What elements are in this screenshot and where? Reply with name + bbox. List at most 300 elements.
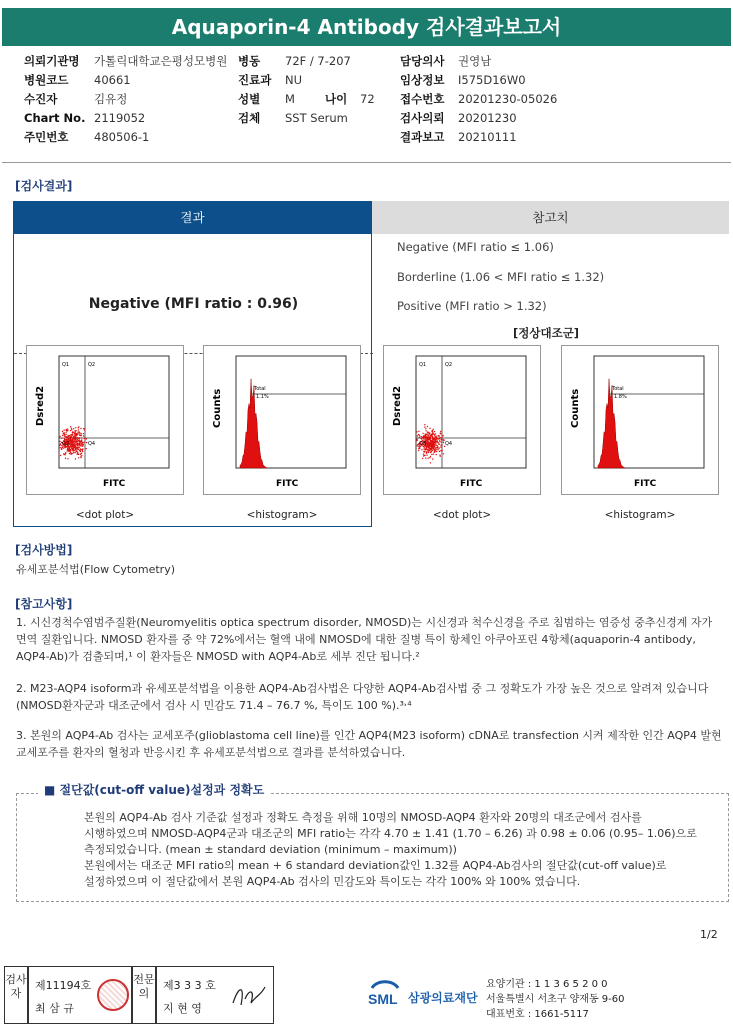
dot-point	[430, 462, 431, 463]
dot-point	[432, 438, 433, 439]
dot-point	[424, 451, 425, 452]
dot-point	[433, 446, 434, 447]
dot-point	[426, 453, 427, 454]
page-number: 1/2	[700, 928, 718, 941]
dot-point	[443, 442, 444, 443]
sex-label: 성별	[238, 92, 261, 106]
dot-point	[440, 431, 441, 432]
dot-xlabel: FITC	[460, 479, 483, 489]
method-text: 유세포분석법(Flow Cytometry)	[16, 563, 176, 576]
dot-point	[439, 438, 440, 439]
dot-point	[424, 424, 425, 425]
dot-point	[69, 448, 70, 449]
q4-label: Q4	[88, 441, 96, 447]
dot-point	[441, 439, 442, 440]
reference-borderline: Borderline (1.06 < MFI ratio ≤ 1.32)	[397, 270, 605, 284]
dot-point	[426, 430, 427, 431]
dot-point	[75, 448, 76, 449]
dot-point	[433, 453, 434, 454]
dot-point	[70, 426, 71, 427]
dot-ylabel: Dsred2	[35, 385, 46, 426]
doctor-value: 권영남	[458, 54, 492, 68]
examinee-value: 김유정	[94, 92, 128, 106]
dot-point	[430, 456, 431, 457]
dot-point	[427, 438, 428, 439]
dot-point	[434, 439, 435, 440]
dot-point	[65, 458, 66, 459]
dot-point	[433, 441, 434, 442]
org-info	[486, 977, 625, 1022]
dot-point	[75, 447, 76, 448]
q1-label: Q1	[419, 362, 427, 368]
q2-label: Q2	[88, 362, 96, 368]
dot-point	[423, 438, 424, 439]
resident-no-label: 주민번호	[24, 130, 69, 144]
dot-point	[67, 458, 68, 459]
dot-point	[436, 451, 437, 452]
dot-point	[439, 437, 440, 438]
seal-icon	[97, 979, 129, 1011]
dot-point	[437, 447, 438, 448]
dot-point	[432, 434, 433, 435]
dot-point	[71, 437, 72, 438]
dot-point	[442, 435, 443, 436]
dot-point	[427, 443, 428, 444]
specimen-value: SST Serum	[285, 111, 348, 125]
dot-point	[426, 451, 427, 452]
control-histogram	[561, 345, 719, 495]
dot-point	[435, 433, 436, 434]
hist-xlabel: FITC	[634, 479, 657, 489]
dot-point	[424, 437, 425, 438]
reference-negative: Negative (MFI ratio ≤ 1.06)	[397, 240, 554, 254]
dot-point	[425, 428, 426, 429]
dot-point	[67, 429, 68, 430]
dot-point	[70, 440, 71, 441]
note-1: 1. 시신경척수염범주질환(Neuromyelitis optica spectrum disorder, NMOSD)는 시신경과 척수신경을 주로 침범하는 염증성 중추신경계 자가면역 질환입니다. NMOSD 환자를 중 약 72%에서는 혈액 내에 NMOSD에 대한 질병 특이 항체인 아쿠아포린 4항체(aquaporin-4 antibody, AQP4-Ab)가 검출되며,¹ 이 환자들은 NMOSD with AQP4-Ab로 세부 진단 됩니다.²	[16, 616, 713, 663]
dot-point	[427, 426, 428, 427]
specialist-name: 지 현 영	[163, 1002, 202, 1015]
svg-text:SML: SML	[368, 991, 398, 1007]
dot-point	[77, 452, 78, 453]
dot-point	[435, 450, 436, 451]
dot-point	[75, 431, 76, 432]
result-header: 결과	[13, 201, 372, 234]
dot-point	[79, 443, 80, 444]
inspector-box	[28, 966, 132, 1024]
dot-point	[75, 445, 76, 446]
total-label: Total	[254, 386, 266, 392]
dot-point	[433, 442, 434, 443]
dot-point	[440, 441, 441, 442]
dot-point	[433, 448, 434, 449]
dot-point	[425, 458, 426, 459]
dot-point	[79, 450, 80, 451]
dot-point	[75, 436, 76, 437]
dot-point	[76, 451, 77, 452]
chart-no-value: 2119052	[94, 111, 146, 125]
dot-point	[65, 432, 66, 433]
dot-point	[72, 443, 73, 444]
section-result-heading: [검사결과]	[15, 179, 73, 193]
dot-point	[416, 431, 417, 432]
dot-point	[77, 445, 78, 446]
dot-point	[72, 446, 73, 447]
dot-point	[68, 449, 69, 450]
total-label: Total	[612, 386, 624, 392]
dot-point	[431, 454, 432, 455]
dot-point	[423, 448, 424, 449]
clinical-info-value: I575D16W0	[458, 73, 526, 87]
dot-point	[65, 434, 66, 435]
dot-point	[71, 429, 72, 430]
dot-point	[61, 449, 62, 450]
dot-point	[78, 429, 79, 430]
specialist-box	[156, 966, 274, 1024]
org-address: 서울특별시 서초구 양재동 9-60	[486, 994, 625, 1005]
age-value: 72	[360, 92, 375, 106]
dot-point	[73, 436, 74, 437]
dot-point	[81, 437, 82, 438]
dot-point	[424, 426, 425, 427]
dot-point	[436, 454, 437, 455]
dot-plot-svg	[384, 346, 540, 494]
dot-point	[439, 447, 440, 448]
dot-point	[79, 432, 80, 433]
receipt-no-value: 20201230-05026	[458, 92, 558, 106]
dot-point	[438, 438, 439, 439]
result-value: Negative (MFI ratio : 0.96)	[88, 296, 299, 312]
dot-point	[419, 436, 420, 437]
dot-point	[430, 436, 431, 437]
dot-point	[425, 434, 426, 435]
dot-point	[78, 447, 79, 448]
dot-point	[65, 452, 66, 453]
dot-point	[434, 452, 435, 453]
dot-point	[78, 457, 79, 458]
dot-point	[424, 447, 425, 448]
patient-info	[0, 52, 733, 152]
dot-point	[427, 441, 428, 442]
dot-point	[423, 436, 424, 437]
q2-label: Q2	[445, 362, 453, 368]
dot-point	[441, 437, 442, 438]
report-title: Aquaporin-4 Antibody 검사결과보고서	[2, 8, 731, 46]
dot-point	[432, 458, 433, 459]
dot-point	[75, 458, 76, 459]
dot-point	[78, 440, 79, 441]
dot-point	[429, 428, 430, 429]
dot-point	[81, 443, 82, 444]
dot-point	[80, 457, 81, 458]
dot-point	[431, 441, 432, 442]
dot-point	[418, 434, 419, 435]
dot-point	[417, 445, 418, 446]
dot-point	[71, 428, 72, 429]
dot-point	[61, 438, 62, 439]
dot-point	[422, 458, 423, 459]
dot-point	[86, 438, 87, 439]
dot-point	[81, 455, 82, 456]
dot-point	[439, 455, 440, 456]
cutoff-line: 본원에서는 대조군 MFI ratio의 mean + 6 standard deviation값인 1.32를 AQP4-Ab검사의 절단값(cut-off value)로	[84, 859, 667, 872]
dot-point	[436, 447, 437, 448]
specialist-label: 전문의	[132, 966, 156, 1024]
patient-dot-plot	[26, 345, 184, 495]
dot-plot-caption: <dot plot>	[75, 509, 135, 521]
dot-point	[77, 433, 78, 434]
footer	[0, 966, 733, 1026]
dot-point	[80, 454, 81, 455]
dot-point	[427, 449, 428, 450]
dot-point	[422, 437, 423, 438]
inspector-name: 최 삼 규	[35, 1002, 74, 1015]
histogram-fill	[598, 379, 626, 468]
cutoff-line: 본원의 AQP4-Ab 검사 기준값 설정과 정확도 측정을 위해 10명의 NMOSD-AQP4 환자와 20명의 대조군에서 검사를	[84, 811, 642, 824]
dot-point	[439, 444, 440, 445]
dot-point	[74, 439, 75, 440]
patient-histogram	[203, 345, 361, 495]
dot-point	[74, 441, 75, 442]
hist-xlabel: FITC	[276, 479, 299, 489]
dot-point	[440, 446, 441, 447]
dot-point	[59, 436, 60, 437]
q3-label: Q3	[419, 441, 427, 447]
note-3: 3. 본원의 AQP4-Ab 검사는 교세포주(glioblastoma cell line)를 인간 AQP4(M23 isoform) cDNA로 transfection 시켜 제작한 인간 AQP4 발현 교세포주를 환자의 혈청과 반응시킨 후 유세포분석법으로 결과를 분석하였습니다.	[16, 729, 722, 759]
dot-point	[77, 454, 78, 455]
dot-point	[63, 430, 64, 431]
dot-point	[434, 435, 435, 436]
dot-point	[83, 428, 84, 429]
dot-point	[440, 450, 441, 451]
dot-point	[424, 449, 425, 450]
dot-point	[428, 434, 429, 435]
dot-point	[426, 447, 427, 448]
dot-point	[62, 435, 63, 436]
dot-point	[64, 438, 65, 439]
dot-point	[76, 443, 77, 444]
report-date-label: 결과보고	[400, 130, 445, 144]
dot-point	[431, 443, 432, 444]
cutoff-text	[84, 810, 724, 890]
dot-point	[83, 442, 84, 443]
divider	[2, 162, 731, 163]
dot-point	[64, 434, 65, 435]
dot-point	[80, 433, 81, 434]
dot-point	[443, 453, 444, 454]
normal-control-label: [정상대조군]	[513, 326, 580, 340]
dot-point	[65, 454, 66, 455]
org-code: 요양기관 : 1 1 3 6 5 2 0 0	[486, 979, 608, 990]
hospital-code-value: 40661	[94, 73, 131, 87]
doctor-label: 담당의사	[400, 54, 445, 68]
dot-point	[429, 433, 430, 434]
hospital-code-label: 병원코드	[24, 73, 69, 87]
section-method-heading: [검사방법]	[15, 543, 73, 557]
report-date-value: 20210111	[458, 130, 517, 144]
dot-point	[72, 453, 73, 454]
dot-point	[69, 444, 70, 445]
cutoff-heading: ■ 절단값(cut-off value)설정과 정확도	[38, 781, 270, 798]
dot-point	[67, 430, 68, 431]
dot-point	[73, 428, 74, 429]
dot-point	[78, 444, 79, 445]
department-label: 진료과	[238, 73, 272, 87]
dot-point	[69, 447, 70, 448]
dot-point	[80, 428, 81, 429]
dot-point	[418, 448, 419, 449]
dot-point	[427, 431, 428, 432]
dot-point	[74, 430, 75, 431]
dot-point	[416, 439, 417, 440]
dot-point	[78, 427, 79, 428]
dot-point	[435, 443, 436, 444]
inspector-label: 검사자	[4, 966, 28, 1024]
histogram-caption: <histogram>	[246, 509, 318, 521]
dot-point	[74, 445, 75, 446]
signature-icon	[229, 981, 269, 1011]
specimen-label: 검체	[238, 111, 261, 125]
dot-point	[439, 440, 440, 441]
dot-point	[436, 445, 437, 446]
dot-point	[70, 430, 71, 431]
dot-point	[77, 437, 78, 438]
histogram-svg	[204, 346, 360, 494]
examinee-label: 수진자	[24, 92, 58, 106]
dot-point	[70, 454, 71, 455]
dot-point	[440, 433, 441, 434]
dot-point	[428, 439, 429, 440]
dot-point	[66, 430, 67, 431]
dot-point	[83, 433, 84, 434]
dot-plot-svg	[27, 346, 183, 494]
institution-value: 가톨릭대학교은평성모병원	[94, 54, 228, 68]
dot-point	[441, 444, 442, 445]
request-date-value: 20201230	[458, 111, 517, 125]
dot-point	[435, 437, 436, 438]
histogram-fill	[240, 379, 268, 468]
dot-point	[428, 448, 429, 449]
dot-point	[429, 450, 430, 451]
dot-point	[69, 453, 70, 454]
dot-point	[72, 432, 73, 433]
dot-point	[422, 433, 423, 434]
dot-point	[73, 442, 74, 443]
dot-point	[73, 452, 74, 453]
institution-label: 의뢰기관명	[24, 54, 80, 68]
dot-point	[73, 446, 74, 447]
dot-point	[417, 435, 418, 436]
dot-point	[75, 452, 76, 453]
q4-label: Q4	[445, 441, 453, 447]
dot-point	[66, 429, 67, 430]
dot-point	[75, 427, 76, 428]
dot-point	[84, 430, 85, 431]
org-phone: 대표번호 : 1661-5117	[486, 1009, 589, 1020]
dot-point	[423, 453, 424, 454]
dot-point	[59, 441, 60, 442]
dot-point	[81, 435, 82, 436]
total-value: 1.8%	[614, 394, 627, 400]
dot-point	[69, 451, 70, 452]
inspector-license: 제11194호	[35, 979, 92, 992]
dot-point	[70, 449, 71, 450]
ward-value: 72F / 7-207	[285, 54, 351, 68]
cutoff-line: 시행하였으며 NMOSD-AQP4군과 대조군의 MFI ratio는 각각 4.70 ± 1.41 (1.70 – 6.26) 과 0.98 ± 0.06 (0.95– 1.06)으로	[84, 827, 697, 840]
resident-no-value: 480506-1	[94, 130, 150, 144]
histogram-svg	[562, 346, 718, 494]
dot-point	[70, 445, 71, 446]
dot-point	[426, 454, 427, 455]
receipt-no-label: 접수번호	[400, 92, 445, 106]
dot-point	[65, 436, 66, 437]
dot-point	[418, 431, 419, 432]
dot-point	[62, 431, 63, 432]
dot-point	[61, 447, 62, 448]
dot-point	[428, 446, 429, 447]
age-label: 나이	[325, 92, 348, 106]
dot-point	[82, 445, 83, 446]
hist-ylabel: Counts	[570, 388, 581, 428]
dot-point	[72, 434, 73, 435]
dot-point	[75, 444, 76, 445]
dot-point	[429, 457, 430, 458]
specialist-license: 제3 3 3 호	[163, 979, 216, 992]
dot-point	[434, 431, 435, 432]
clinical-info-label: 임상정보	[400, 73, 445, 87]
cutoff-line: 측정되었습니다. (mean ± standard deviation (minimum – maximum))	[84, 843, 457, 856]
dot-point	[426, 437, 427, 438]
dot-point	[76, 441, 77, 442]
dot-point	[69, 437, 70, 438]
dot-point	[60, 447, 61, 448]
dot-point	[74, 447, 75, 448]
org-name: 삼광의료재단	[408, 991, 478, 1005]
reference-header: 참고치	[372, 201, 729, 234]
reference-positive: Positive (MFI ratio > 1.32)	[397, 299, 547, 313]
chart-no-label: Chart No.	[24, 111, 86, 125]
dot-point	[70, 435, 71, 436]
dot-point	[438, 435, 439, 436]
dot-point	[82, 451, 83, 452]
dot-point	[60, 455, 61, 456]
dot-point	[432, 430, 433, 431]
dot-point	[436, 438, 437, 439]
dot-point	[433, 429, 434, 430]
dot-point	[83, 435, 84, 436]
dot-point	[421, 436, 422, 437]
dot-point	[418, 450, 419, 451]
total-value: 1.1%	[256, 394, 269, 400]
dot-point	[428, 436, 429, 437]
dot-point	[79, 447, 80, 448]
dot-point	[72, 449, 73, 450]
dot-point	[79, 438, 80, 439]
dot-point	[428, 452, 429, 453]
sml-logo-icon	[366, 974, 404, 1014]
department-value: NU	[285, 73, 303, 87]
cutoff-line: 설정하였으며 이 절단값에서 본원 AQP4-Ab 검사의 민감도와 특이도는 각각 100% 와 100% 였습니다.	[84, 875, 581, 888]
dot-point	[421, 438, 422, 439]
q1-label: Q1	[62, 362, 70, 368]
dot-point	[82, 449, 83, 450]
dot-point	[427, 446, 428, 447]
sex-value: M	[285, 92, 295, 106]
dot-point	[81, 441, 82, 442]
dot-point	[439, 451, 440, 452]
dot-point	[64, 433, 65, 434]
dot-point	[421, 449, 422, 450]
